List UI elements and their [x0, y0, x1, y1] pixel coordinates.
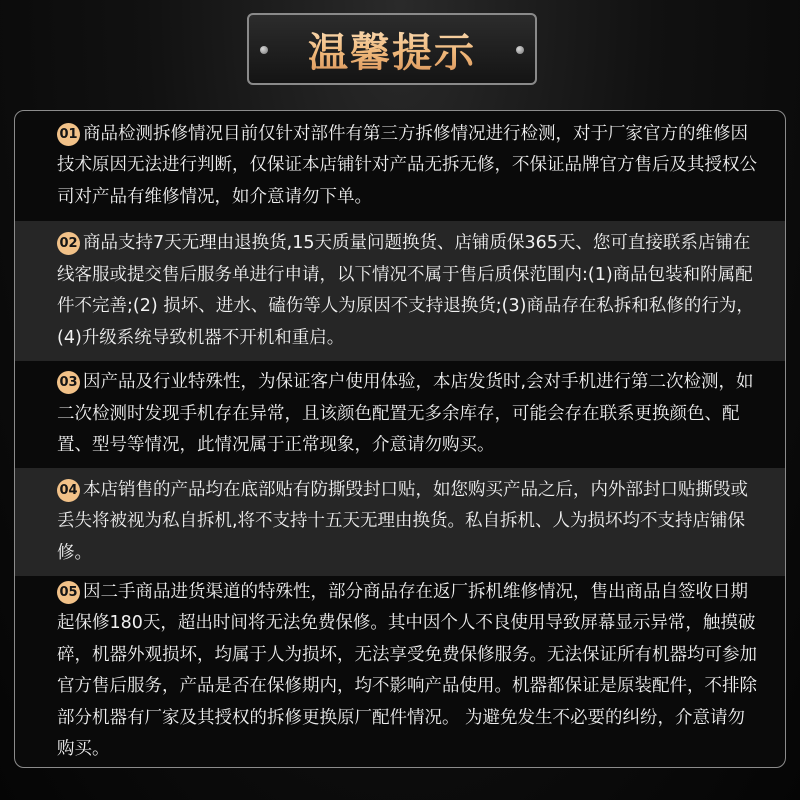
notice-item-02: [15, 221, 785, 361]
rivet-icon: [260, 46, 268, 54]
number-badge: 04: [57, 479, 80, 502]
number-badge: 03: [57, 371, 80, 394]
notice-text: 因产品及行业特殊性，为保证客户使用体验，本店发货时,会对手机进行第二次检测，如二次检测时发现手机存在异常，且该颜色配置无多余库存，可能会存在联系更换颜色、配置、型号等情况，此情况属于正常现象，介意请勿购买。: [57, 372, 754, 456]
notice-text: 本店销售的产品均在底部贴有防撕毁封口贴，如您购买产品之后，内外部封口贴撕毁或丢失将被视为私自拆机,将不支持十五天无理由换货。私自拆机、人为损坏均不支持店铺保修。: [57, 479, 748, 563]
notice-text: 因二手商品进货渠道的特殊性，部分商品存在返厂拆机维修情况，售出商品自签收日期起保修180天，超出时间将无法免费保修。其中因个人不良使用导致屏幕显示异常，触摸破碎，机器外观损坏，均属于人为损坏，无法享受免费保修服务。无法保证所有机器均可参加官方售后服务，产品是否在保修期内，均不影响产品使用。机器都保证是原装配件，不排除部分机器有厂家及其授权的拆修更换原厂配件情况。 为避免发生不必要的纠纷，介意请勿购买。: [57, 581, 757, 759]
number-badge: 05: [57, 581, 80, 604]
number-badge: 01: [57, 123, 80, 146]
notice-item-05: [15, 576, 785, 766]
rivet-icon: [516, 46, 524, 54]
notice-item-04: [15, 468, 785, 576]
notice-item-01: [15, 111, 785, 221]
title-banner: [247, 13, 537, 85]
notice-item-03: [15, 361, 785, 468]
notice-panel: [14, 110, 786, 768]
page-title: 温馨提示: [308, 21, 476, 78]
notice-text: 商品检测拆修情况目前仅针对部件有第三方拆修情况进行检测，对于厂家官方的维修因技术原因无法进行判断，仅保证本店铺针对产品无拆无修，不保证品牌官方售后及其授权公司对产品有维修情况，如介意请勿下单。: [57, 123, 757, 207]
number-badge: 02: [57, 232, 80, 255]
notice-text: 商品支持7天无理由退换货,15天质量问题换货、店铺质保365天、您可直接联系店铺在线客服或提交售后服务单进行申请，以下情况不属于售后质保范围内:(1)商品包装和附属配件不完善;(2) 损坏、进水、磕伤等人为原因不支持退换货;(3)商品存在私拆和私修的行为， (4)升级系统导致机器不开机和重启。: [57, 233, 754, 348]
